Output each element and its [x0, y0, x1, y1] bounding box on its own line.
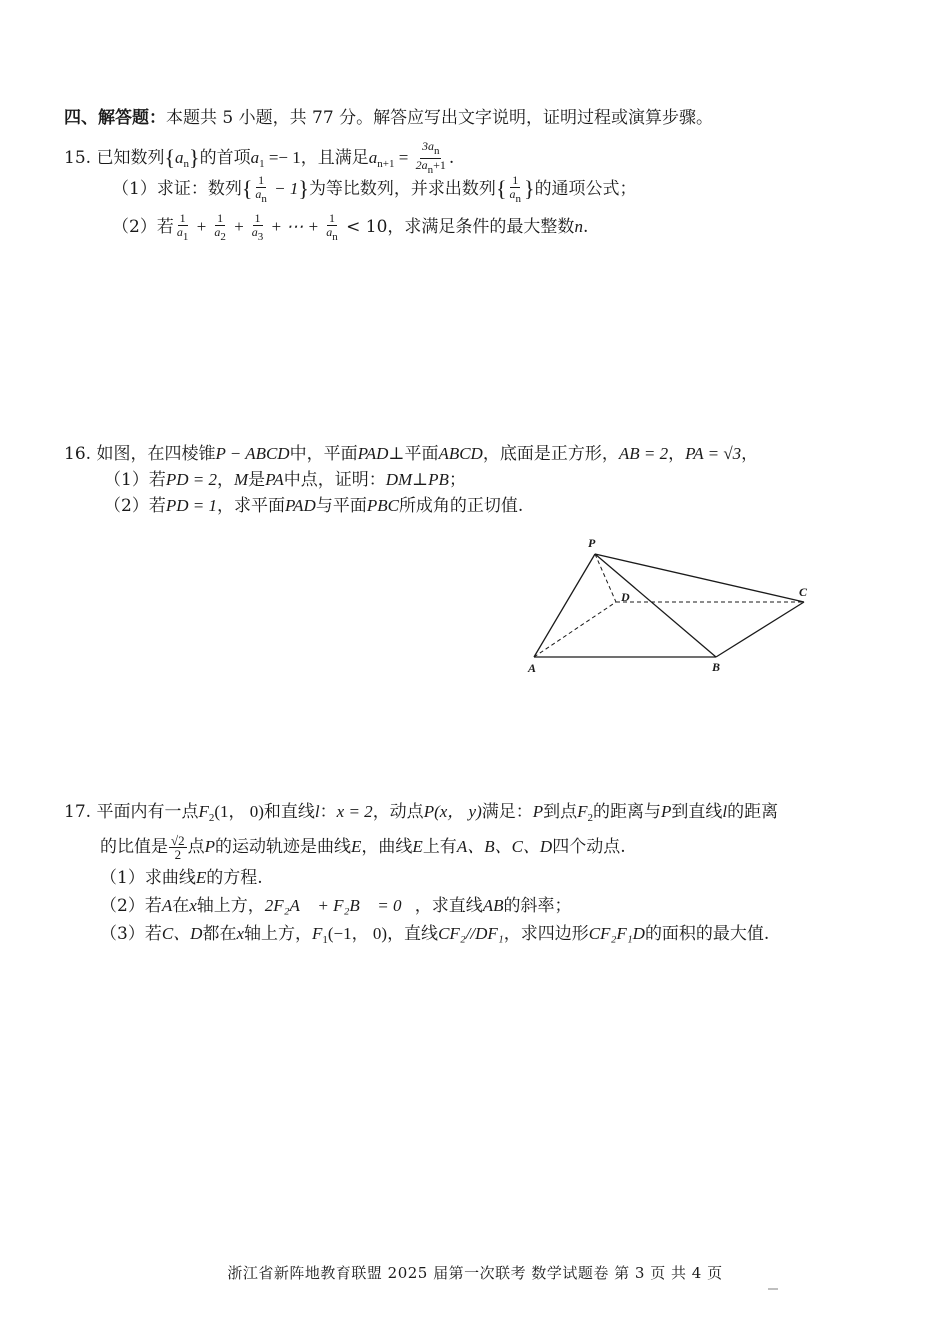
edge-PD-hidden — [595, 554, 616, 602]
q17-part3: （3）若C、D都在x轴上方，$F_1(-1$， 0)，直线CF₂//DF₁，求四边形CF₂F₁D的面积的最大值. — [100, 924, 770, 946]
edge-BC — [716, 602, 804, 657]
q17-part2: （2）若A在x轴上方，2F₂A⃗ + F₂B⃗ = 0⃗，求直线AB的斜率； — [100, 896, 572, 916]
section-header — [64, 106, 713, 130]
q17-number: 17. — [64, 802, 92, 822]
scan-mark — [768, 1288, 778, 1290]
q16-stem: 16. 如图，在四棱锥P − ABCD中，平面PAD⊥平面ABCD，底面是正方形，AB = 2，PA = √3， — [64, 444, 759, 464]
q16-part2: （2）若PD = 1，求平面PAD与平面PBC所成角的正切值. — [104, 496, 524, 516]
q17-stem-line2: 的比值是 $\frac{√2}{2}$ 点P的运动轨迹是曲线E，曲线E上有A、B、C、D四个动点. — [100, 833, 626, 862]
q15-part1: （1）求证：数列{ $\frac{1}{an}$ − 1}为等比数列，并求出数列{ $\frac{1}{an}$ }的通项公式； — [112, 173, 637, 205]
page-footer: 浙江省新阵地教育联盟 2025 届第一次联考 数学试题卷 第 3 页 共 4 页 — [227, 1264, 723, 1282]
edge-PB — [595, 554, 716, 657]
q15-part2: （2）若 $\frac{1}{a1}$ + $\frac{1}{a2}$ + $\frac{1}{a3}$ + ⋯ + $\frac{1}{an}$ < 10，求满足条件的最大整数n. — [112, 211, 589, 243]
q15-recurrence-fraction: $\frac{3an}{2an+1}$ — [415, 139, 446, 176]
label-A: A — [528, 661, 537, 675]
q15-stem: 15. 已知数列$\{a_n\}$的首项$a_1 =- 1$，且满足$a_{n+1}$ = $\frac{3an}{2an+1}$ . — [64, 139, 455, 176]
label-P: P — [588, 536, 596, 550]
q16-part1: （1）若PD = 2，M是PA中点，证明：DM⊥PB； — [104, 470, 466, 490]
pyramid-figure — [520, 530, 820, 680]
q17-stem-line1: 17. 平面内有一点$F_2(1$， 0)和直线l：x = 2，动点P(x， y)满足：P到点$F_2$的距离与P到直线l的距离 — [64, 802, 779, 824]
label-D: D — [621, 590, 630, 604]
edge-PA — [534, 554, 595, 657]
q16-number: 16. — [64, 444, 92, 464]
label-B: B — [712, 660, 721, 674]
label-C: C — [799, 585, 808, 599]
section-title: 四、解答题： — [64, 108, 166, 128]
q15-number: 15. — [64, 148, 92, 168]
q17-part1: （1）求曲线E的方程. — [100, 868, 263, 888]
edge-AD-hidden — [534, 602, 616, 657]
section-intro: 本题共 5 小题，共 77 分。解答应写出文字说明，证明过程或演算步骤。 — [166, 108, 714, 128]
